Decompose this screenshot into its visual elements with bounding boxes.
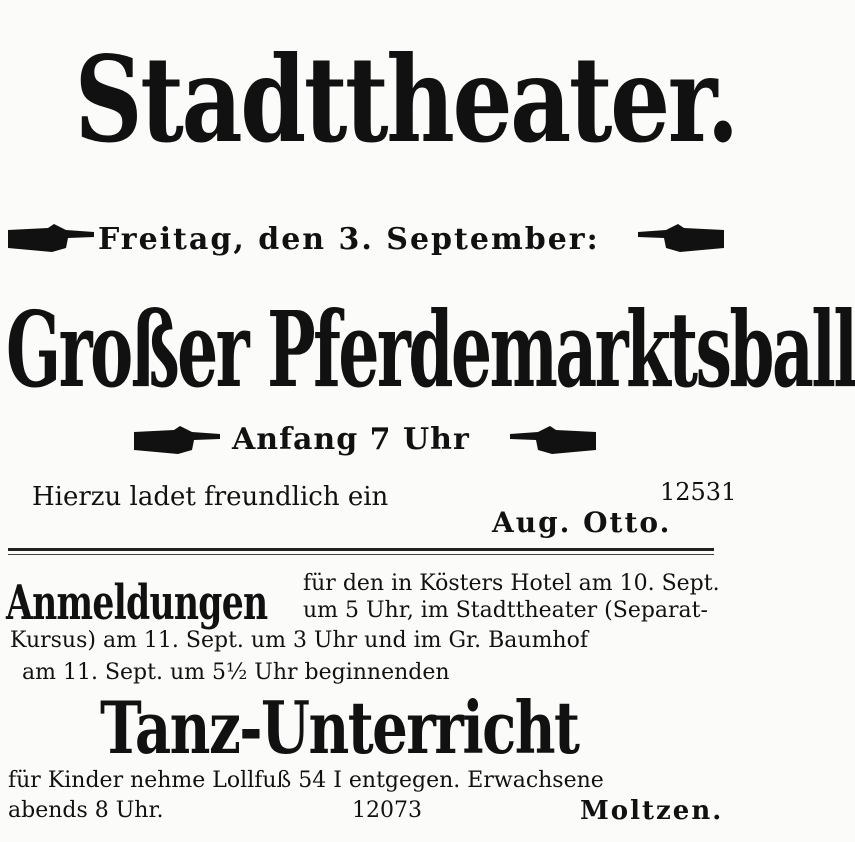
- event-start-time: Anfang 7 Uhr: [232, 422, 470, 457]
- ad-text-line: abends 8 Uhr.: [8, 798, 164, 823]
- ad-text-line: Kursus) am 11. Sept. um 3 Uhr und im Gr. Baumhof: [10, 628, 588, 653]
- date-row: [0, 218, 745, 258]
- divider: [8, 548, 714, 551]
- pointing-hand-right-icon: [8, 224, 94, 254]
- event-date: Freitag, den 3. September:: [98, 222, 600, 257]
- ad-subject: Tanz-Unterricht: [100, 685, 579, 770]
- ad-heading: Anmeldungen: [6, 575, 268, 631]
- ad-text-line: um 5 Uhr, im Stadttheater (Separat-: [303, 598, 708, 623]
- signature: Moltzen.: [580, 796, 724, 826]
- page-title: Stadttheater.: [74, 30, 737, 169]
- pointing-hand-left-icon: [510, 426, 596, 456]
- pointing-hand-right-icon: [134, 426, 220, 456]
- start-row: [0, 420, 745, 460]
- ad-text-line: für den in Kösters Hotel am 10. Sept.: [303, 571, 720, 596]
- ad-number: 12073: [352, 798, 422, 823]
- ad-text-line: für Kinder nehme Lollfuß 54 I entgegen. Erwachsene: [8, 768, 604, 793]
- event-name: Großer Pferdemarktsball: [6, 288, 855, 411]
- pointing-hand-left-icon: [638, 224, 724, 254]
- divider: [8, 554, 714, 555]
- signature: Aug. Otto.: [492, 506, 672, 539]
- ad-text-line: am 11. Sept. um 5½ Uhr beginnenden: [22, 660, 450, 685]
- ad-number: 12531: [660, 478, 737, 506]
- invitation-text: Hierzu ladet freundlich ein: [32, 482, 389, 512]
